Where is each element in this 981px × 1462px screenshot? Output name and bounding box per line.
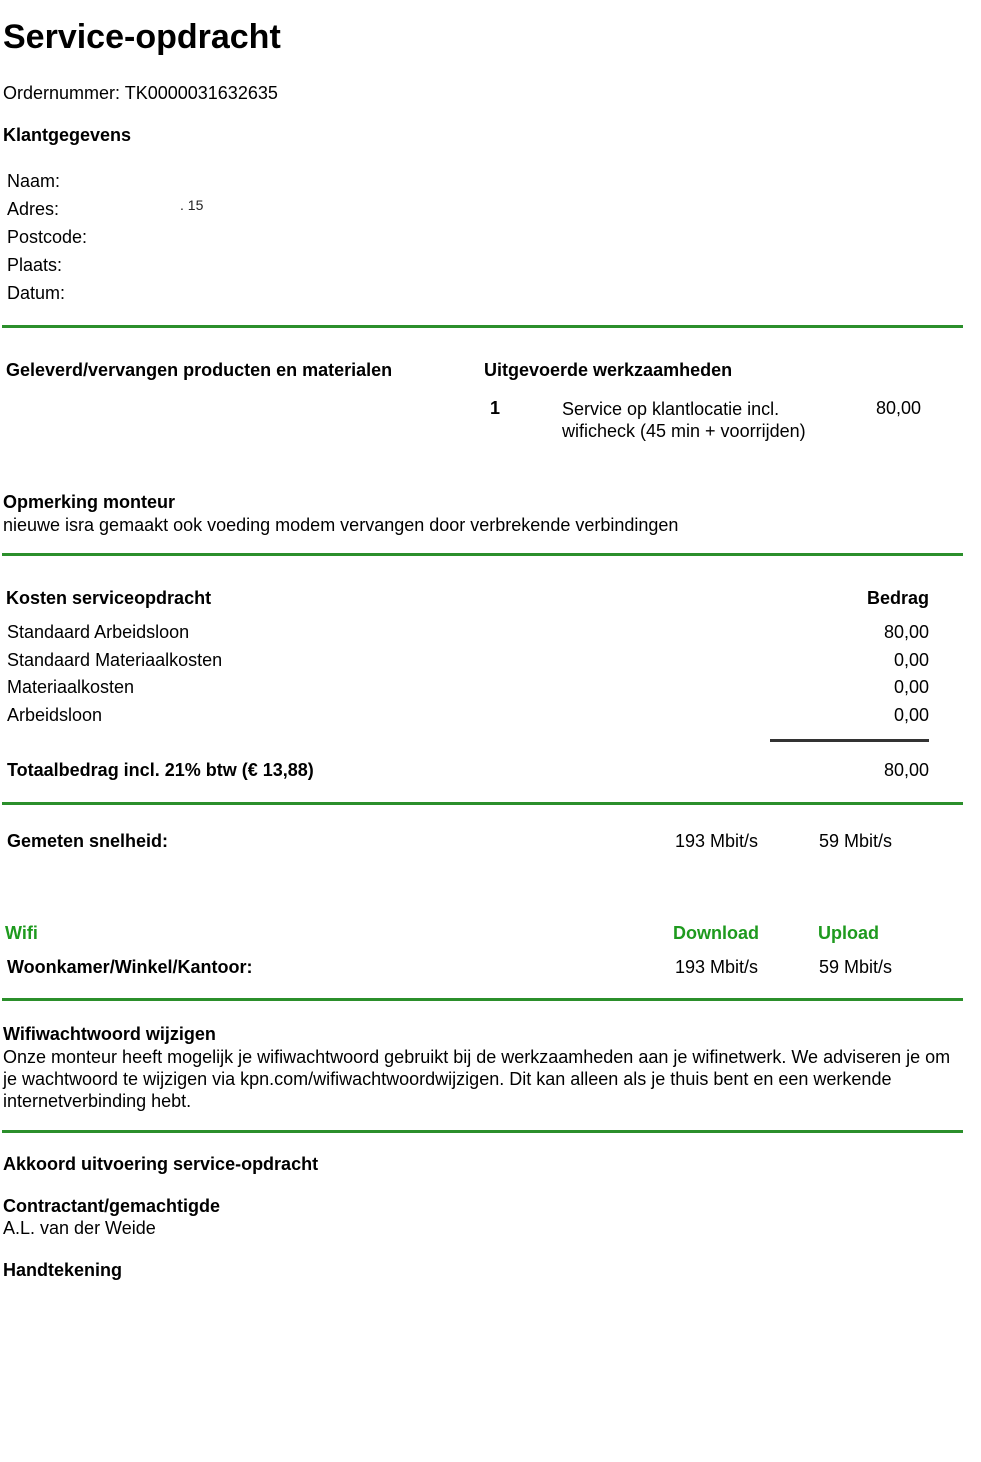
- contractor-heading: Contractant/gemachtigde: [3, 1196, 221, 1216]
- download-label: Download: [673, 923, 759, 943]
- order-number-label: Ordernummer:: [3, 83, 121, 103]
- total-label: Totaalbedrag incl. 21% btw (€ 13,88): [7, 760, 314, 780]
- cost-row-amount: 0,00: [893, 650, 929, 670]
- measured-upload: 59 Mbit/s: [819, 831, 893, 851]
- date-label: Datum:: [7, 283, 66, 303]
- costs-heading: Kosten serviceopdracht: [6, 588, 212, 608]
- order-number-value: TK0000031632635: [124, 83, 278, 103]
- room-download: 193 Mbit/s: [675, 957, 759, 977]
- measured-download: 193 Mbit/s: [675, 831, 759, 851]
- cost-row-label: Arbeidsloon: [7, 705, 103, 725]
- subtotal-line: [770, 739, 929, 742]
- remark-heading: Opmerking monteur: [3, 492, 176, 512]
- work-item-description: Service op klantlocatie incl. wificheck (45 min + voorrijden): [562, 399, 806, 441]
- address-value: . 15: [180, 197, 204, 213]
- room-upload: 59 Mbit/s: [819, 957, 893, 977]
- cost-row-amount: 0,00: [893, 705, 929, 725]
- city-label: Plaats:: [7, 255, 63, 275]
- divider: [2, 998, 963, 1001]
- cost-row-label: Standaard Arbeidsloon: [7, 622, 190, 642]
- divider: [2, 325, 963, 328]
- name-label: Naam:: [7, 171, 61, 191]
- cost-row-label: Materiaalkosten: [7, 677, 135, 697]
- divider: [2, 1130, 963, 1133]
- wifi-password-heading: Wifiwachtwoord wijzigen: [3, 1024, 216, 1044]
- order-number: [3, 83, 278, 104]
- page-title: Service-opdracht: [3, 18, 281, 56]
- cost-row-amount: 0,00: [893, 677, 929, 697]
- room-label: Woonkamer/Winkel/Kantoor:: [7, 957, 253, 977]
- amount-heading: Bedrag: [866, 588, 929, 608]
- address-label: Adres:: [7, 199, 60, 219]
- work-item-amount: 80,00: [876, 398, 922, 418]
- total-amount: 80,00: [883, 760, 929, 780]
- divider: [2, 802, 963, 805]
- signature-heading: Handtekening: [3, 1260, 123, 1280]
- wifi-label: Wifi: [5, 923, 38, 943]
- wifi-password-text: Onze monteur heeft mogelijk je wifiwachtwoord gebruikt bij de werkzaamheden aan je wifinetwerk. We adviseren je om je wachtwoord te wijzigen via kpn.com/wifiwachtwoordwijzigen. Dit kan alleen als je thuis bent en een werkende internetverbinding hebt.: [3, 1047, 951, 1111]
- cost-row-label: Standaard Materiaalkosten: [7, 650, 223, 670]
- remark-text: nieuwe isra gemaakt ook voeding modem vervangen door verbrekende verbindingen: [3, 515, 679, 535]
- products-heading: Geleverd/vervangen producten en materialen: [6, 360, 393, 380]
- cost-row-amount: 80,00: [883, 622, 929, 642]
- work-item-qty: 1: [490, 398, 501, 418]
- divider: [2, 553, 963, 556]
- contractor-name: A.L. van der Weide: [3, 1218, 156, 1238]
- customer-heading: Klantgegevens: [3, 125, 132, 145]
- work-heading: Uitgevoerde werkzaamheden: [484, 360, 733, 380]
- agreement-heading: Akkoord uitvoering service-opdracht: [3, 1154, 319, 1174]
- postcode-label: Postcode:: [7, 227, 88, 247]
- measured-speed-label: Gemeten snelheid:: [7, 831, 169, 851]
- upload-label: Upload: [818, 923, 879, 943]
